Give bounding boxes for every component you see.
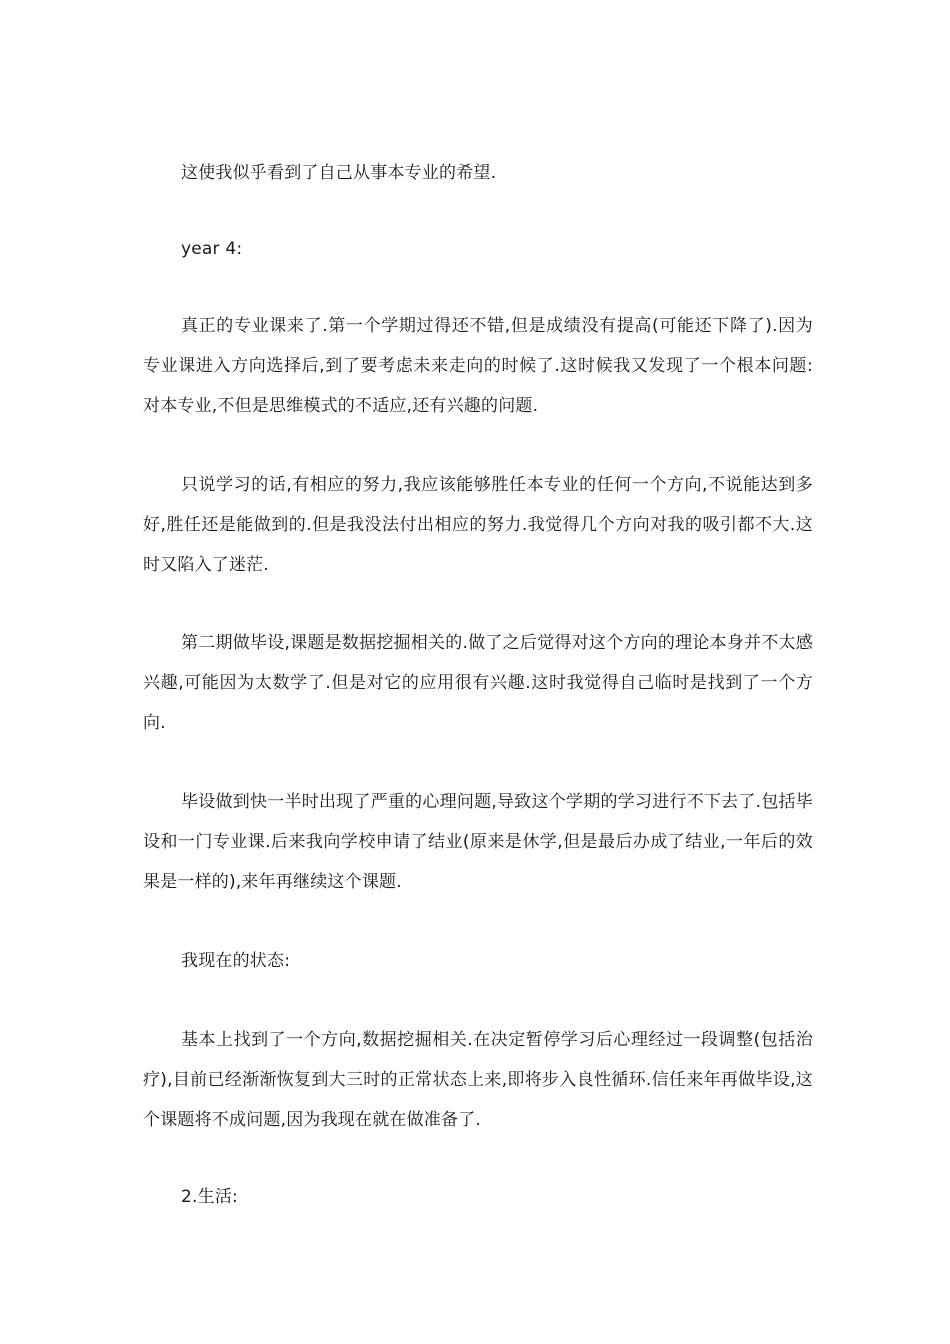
paragraph-graduation-project: 第二期做毕设,课题是数据挖掘相关的.做了之后觉得对这个方向的理论本身并不太感兴趣,可能因为太数学了.但是对它的应用很有兴趣.这时我觉得自己临时是找到了一个方向. [143,633,813,733]
heading-life: 2.生活: [181,1187,238,1207]
heading-current-status: 我现在的状态: [181,951,291,971]
heading-year-4: year 4: [181,239,243,259]
paragraph-current-status: 基本上找到了一个方向,数据挖掘相关.在决定暂停学习后心理经过一段调整(包括治疗),目前已经渐渐恢复到大三时的正常状态上来,即将步入良性循环.信任来年再做毕设,这个课题将不成问题,因为我现在就在做准备了. [143,1030,813,1130]
paragraph-hope: 这使我似乎看到了自己从事本专业的希望. [181,163,497,183]
paragraph-study-effort: 只说学习的话,有相应的努力,我应该能够胜任本专业的任何一个方向,不说能达到多好,胜任还是能做到的.但是我没法付出相应的努力.我觉得几个方向对我的吸引都不大.这时又陷入了迷茫. [143,475,813,575]
paragraph-psych-issue: 毕设做到快一半时出现了严重的心理问题,导致这个学期的学习进行不下去了.包括毕设和一门专业课.后来我向学校申请了结业(原来是休学,但是最后办成了结业,一年后的效果是一样的),来年再继续这个课题. [143,792,813,892]
paragraph-major-courses: 真正的专业课来了.第一个学期过得还不错,但是成绩没有提高(可能还下降了).因为专业课进入方向选择后,到了要考虑未来走向的时候了.这时候我又发现了一个根本问题:对本专业,不但是思维模式的不适应,还有兴趣的问题. [143,316,813,416]
